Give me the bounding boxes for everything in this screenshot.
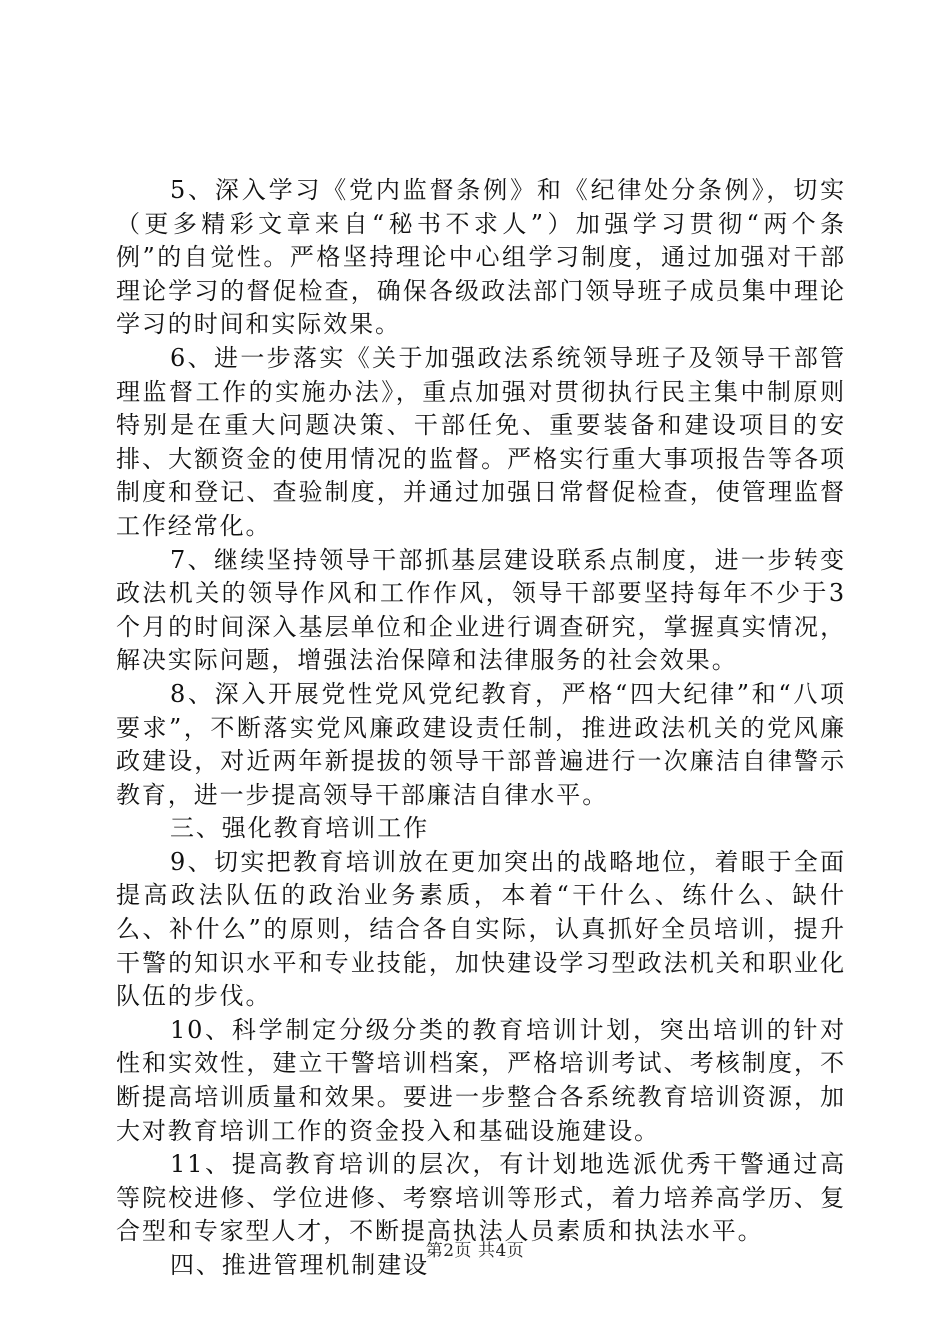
paragraph-10: 10、科学制定分级分类的教育培训计划，突出培训的针对性和实效性，建立干警培训档案，严格培训考试、考核制度，不断提高培训质量和效果。要进一步整合各系统教育培训资源，加大对教育培训工作的资金投入和基础设施建设。 xyxy=(116,1015,846,1145)
section-heading-4: 四、推进管理机制建设 xyxy=(170,1251,429,1279)
paragraph-6: 6、进一步落实《关于加强政法系统领导班子及领导干部管理监督工作的实施办法》，重点加强对贯彻执行民主集中制原则特别是在重大问题决策、干部任免、重要装备和建设项目的安排、大额资金的使用情况的监督。严格实行重大事项报告等各项制度和登记、查验制度，并通过加强日常督促检查，使管理监督工作经常化。 xyxy=(116,343,846,540)
paragraph-11: 11、提高教育培训的层次，有计划地选派优秀干警通过高等院校进修、学位进修、考察培训等形式，着力培养高学历、复合型和专家型人才，不断提高执法人员素质和执法水平。 xyxy=(116,1150,846,1246)
document-body xyxy=(116,174,846,1283)
paragraph-9: 9、切实把教育培训放在更加突出的战略地位，着眼于全面提高政法队伍的政治业务素质，本着“干什么、练什么、缺什么、补什么”的原则，结合各自实际，认真抓好全员培训，提升干警的知识水平和专业技能，加快建设学习型政法机关和职业化队伍的步伐。 xyxy=(116,847,846,1011)
paragraph-7: 7、继续坚持领导干部抓基层建设联系点制度，进一步转变政法机关的领导作风和工作作风，领导干部要坚持每年不少于3个月的时间深入基层单位和企业进行调查研究，掌握真实情况，解决实际问题，增强法治保障和法律服务的社会效果。 xyxy=(116,545,846,675)
paragraph-5: 5、深入学习《党内监督条例》和《纪律处分条例》，切实（更多精彩文章来自“秘书不求人”）加强学习贯彻“两个条例”的自觉性。严格坚持理论中心组学习制度，通过加强对干部理论学习的督促检查，确保各级政法部门领导班子成员集中理论学习的时间和实际效果。 xyxy=(116,176,846,339)
page-number-footer: 第2页 共4页 xyxy=(425,1241,525,1261)
paragraph-8: 8、深入开展党性党风党纪教育，严格“四大纪律”和“八项要求”，不断落实党风廉政建设责任制，推进政法机关的党风廉政建设，对近两年新提拔的领导干部普遍进行一次廉洁自律警示教育，进一步提高领导干部廉洁自律水平。 xyxy=(116,679,846,809)
section-heading-3: 三、强化教育培训工作 xyxy=(170,814,429,843)
